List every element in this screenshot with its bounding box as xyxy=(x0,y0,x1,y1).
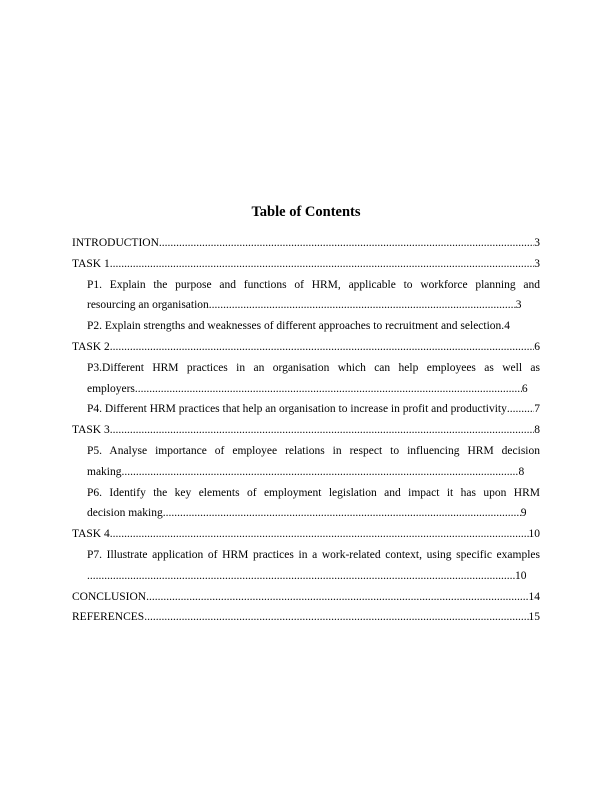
toc-entry-label-line-1: P1. Explain the purpose and functions of HRM, applicable to workforce planning and xyxy=(87,278,540,291)
toc-entry-label: REFERENCES xyxy=(72,611,145,624)
toc-entry-label-line-1: P7. Illustrate application of HRM practices in a work-related context, using specific examples xyxy=(87,548,540,561)
toc-page-number: 8 xyxy=(534,424,540,437)
toc-entry-label: TASK 2 xyxy=(72,340,110,353)
toc-leader-line xyxy=(72,587,540,608)
toc-entry-label: P2. Explain strengths and weaknesses of different approaches to recruitment and selection. xyxy=(87,320,505,333)
toc-dot-leader xyxy=(110,254,535,275)
toc-leader-line xyxy=(72,607,540,628)
toc-leader-line xyxy=(72,233,540,254)
toc-leader-line xyxy=(72,524,540,545)
toc-entry-label: INTRODUCTION xyxy=(72,237,159,249)
toc-dot-leader xyxy=(163,503,521,524)
toc-entry-p6[interactable] xyxy=(72,483,540,525)
toc-page-number: 3 xyxy=(534,237,540,249)
toc-leader-line xyxy=(87,462,540,483)
toc-page-number: 14 xyxy=(528,590,540,603)
toc-entry-label-line-2: making xyxy=(87,465,122,478)
toc-dot-leader xyxy=(209,295,516,316)
toc-page-number: 7 xyxy=(534,403,540,416)
toc-page-number: 6 xyxy=(534,340,540,353)
toc-entry-label: P4. Different HRM practices that help an organisation to increase in profit and productivity xyxy=(87,403,507,416)
toc-dot-leader xyxy=(144,607,528,628)
toc-dot-leader xyxy=(110,337,535,358)
toc-title: Table of Contents xyxy=(251,204,361,220)
toc-dot-leader xyxy=(87,566,515,587)
toc-leader-line xyxy=(87,503,540,524)
toc-dot-leader xyxy=(110,420,535,441)
toc-entry-p5[interactable] xyxy=(72,441,540,483)
toc-leader-line xyxy=(72,420,540,441)
toc-entry-p7[interactable] xyxy=(72,545,540,587)
toc-leader-line xyxy=(87,566,540,587)
toc-page-number: 10 xyxy=(528,528,540,541)
toc-entry-p3[interactable] xyxy=(72,358,540,400)
toc-list xyxy=(72,233,540,628)
toc-entry-task-2[interactable] xyxy=(72,337,540,358)
toc-entry-label: TASK 4 xyxy=(72,528,110,541)
toc-dot-leader xyxy=(122,462,519,483)
toc-entry-task-4[interactable] xyxy=(72,524,540,545)
toc-page-number: 3 xyxy=(515,299,522,312)
toc-dot-leader xyxy=(110,524,529,545)
toc-entry-label-line-1: P5. Analyse importance of employee relations in respect to influencing HRM decision xyxy=(87,444,540,457)
toc-entry-label-line-2: employers xyxy=(87,382,135,395)
toc-entry-task-1[interactable] xyxy=(72,254,540,275)
toc-dot-leader xyxy=(135,379,522,400)
toc-entry-conclusion[interactable] xyxy=(72,587,540,608)
toc-entry-label: TASK 3 xyxy=(72,424,110,437)
toc-page-number: 10 xyxy=(515,569,527,582)
toc-dot-leader xyxy=(507,399,534,420)
toc-entry-p2[interactable] xyxy=(72,316,540,337)
toc-leader-line xyxy=(72,254,540,275)
toc-entry-label-line-2: resourcing an organisation xyxy=(87,299,209,312)
toc-entry-label: CONCLUSION xyxy=(72,590,147,603)
toc-dot-leader xyxy=(159,233,534,254)
toc-entry-label-line-2: decision making xyxy=(87,507,163,520)
toc-page-number: 3 xyxy=(534,257,540,270)
toc-entry-references[interactable] xyxy=(72,607,540,628)
toc-dot-leader xyxy=(146,587,528,608)
toc-page-number: 15 xyxy=(528,611,540,624)
toc-page-number: 4 xyxy=(504,320,510,333)
toc-entry-label-line-1: P3.Different HRM practices in an organisation which can help employees as well as xyxy=(87,361,540,374)
toc-leader-line xyxy=(72,337,540,358)
toc-leader-line xyxy=(87,295,540,316)
toc-entry-label-line-1: P6. Identify the key elements of employment legislation and impact it has upon HRM xyxy=(87,486,540,499)
toc-entry-label: TASK 1 xyxy=(72,257,110,270)
toc-page-number: 8 xyxy=(518,465,525,478)
toc-leader-line xyxy=(87,379,540,400)
toc-entry-p4[interactable] xyxy=(72,399,540,420)
toc-page-number: 6 xyxy=(521,382,528,395)
toc-entry-task-3[interactable] xyxy=(72,420,540,441)
toc-leader-line xyxy=(87,399,540,420)
toc-leader-line xyxy=(87,316,540,337)
toc-entry-p1[interactable] xyxy=(72,275,540,317)
toc-entry-introduction[interactable] xyxy=(72,233,540,254)
toc-page-number: 9 xyxy=(520,507,527,520)
